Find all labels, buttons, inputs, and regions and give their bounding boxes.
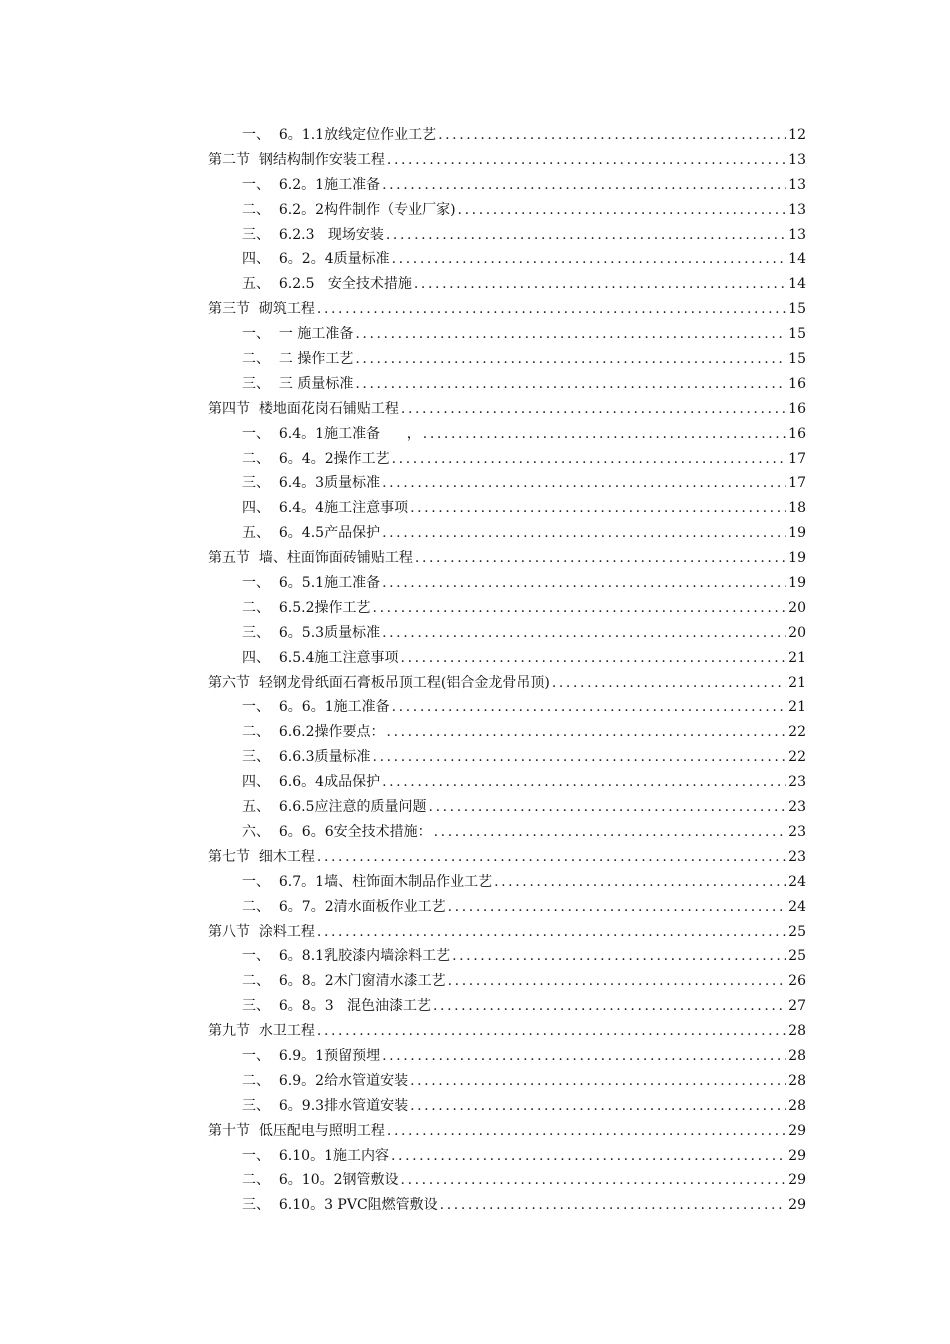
toc-page-number: 15 bbox=[788, 351, 806, 368]
dot-leader bbox=[401, 397, 786, 422]
toc-item-entry[interactable] bbox=[208, 870, 806, 895]
toc-entry-title: 一、 6。5.1施工准备 bbox=[242, 575, 381, 592]
dot-leader bbox=[392, 247, 787, 272]
dot-leader bbox=[317, 297, 786, 322]
dot-leader bbox=[382, 173, 786, 198]
toc-entry-title: 一、 6。8.1乳胶漆内墙涂料工艺 bbox=[242, 948, 451, 965]
toc-item-entry[interactable] bbox=[208, 745, 806, 770]
toc-page-number: 24 bbox=[788, 898, 806, 915]
dot-leader bbox=[391, 1144, 786, 1169]
dot-leader bbox=[382, 471, 786, 496]
dot-leader bbox=[434, 820, 787, 845]
toc-item-entry[interactable] bbox=[208, 372, 806, 397]
toc-entry-title: 六、 6。6。6安全技术措施： bbox=[242, 823, 432, 840]
toc-page-number: 16 bbox=[788, 425, 806, 442]
dot-leader bbox=[433, 994, 786, 1019]
toc-page-number: 14 bbox=[788, 276, 806, 293]
dot-leader bbox=[448, 969, 787, 994]
toc-section-entry[interactable] bbox=[208, 671, 806, 696]
toc-page-number: 18 bbox=[788, 500, 806, 517]
toc-page-number: 17 bbox=[788, 450, 806, 467]
toc-item-entry[interactable] bbox=[208, 795, 806, 820]
dot-leader bbox=[387, 720, 787, 745]
dot-leader bbox=[429, 795, 787, 820]
toc-item-entry[interactable] bbox=[208, 571, 806, 596]
toc-page-number: 22 bbox=[788, 749, 806, 766]
dot-leader bbox=[386, 223, 786, 248]
toc-entry-title: 一、 6.10。1施工内容 bbox=[242, 1147, 389, 1164]
toc-item-entry[interactable] bbox=[208, 720, 806, 745]
toc-item-entry[interactable] bbox=[208, 223, 806, 248]
toc-page-number: 28 bbox=[788, 1047, 806, 1064]
toc-item-entry[interactable] bbox=[208, 596, 806, 621]
toc-page-number: 15 bbox=[788, 326, 806, 343]
toc-entry-title: 三、 6。5.3质量标准 bbox=[242, 624, 381, 641]
toc-item-entry[interactable] bbox=[208, 247, 806, 272]
toc-entry-title: 一、 一 施工准备 bbox=[242, 326, 354, 343]
dot-leader bbox=[382, 571, 786, 596]
dot-leader bbox=[423, 422, 786, 447]
toc-item-entry[interactable] bbox=[208, 1069, 806, 1094]
toc-entry-title: 一、 6.7。1墙、柱饰面木制品作业工艺 bbox=[242, 873, 493, 890]
toc-page-number: 28 bbox=[788, 1023, 806, 1040]
toc-item-entry[interactable] bbox=[208, 646, 806, 671]
toc-section-entry[interactable] bbox=[208, 148, 806, 173]
dot-leader bbox=[392, 447, 787, 472]
toc-entry-title: 一、 6.2。1施工准备 bbox=[242, 176, 381, 193]
toc-item-entry[interactable] bbox=[208, 969, 806, 994]
dot-leader bbox=[414, 272, 786, 297]
toc-entry-title: 第七节 细木工程 bbox=[208, 848, 315, 865]
toc-page-number: 23 bbox=[788, 823, 806, 840]
dot-leader bbox=[373, 745, 787, 770]
toc-page-number: 23 bbox=[788, 799, 806, 816]
dot-leader bbox=[355, 372, 786, 397]
dot-leader bbox=[494, 870, 786, 895]
toc-entry-title: 一、 6.4。1施工准备 ， bbox=[242, 425, 421, 442]
toc-item-entry[interactable] bbox=[208, 123, 806, 148]
toc-item-entry[interactable] bbox=[208, 198, 806, 223]
toc-page-number: 20 bbox=[788, 599, 806, 616]
toc-entry-title: 二、 6.5.2操作工艺 bbox=[242, 599, 371, 616]
toc-page-number: 16 bbox=[788, 400, 806, 417]
toc-entry-title: 二、 6.6.2操作要点： bbox=[242, 724, 385, 741]
toc-item-entry[interactable] bbox=[208, 695, 806, 720]
toc-entry-title: 三、 三 质量标准 bbox=[242, 375, 354, 392]
toc-entry-title: 四、 6。2。4质量标准 bbox=[242, 251, 390, 268]
toc-page-number: 25 bbox=[788, 948, 806, 965]
toc-item-entry[interactable] bbox=[208, 994, 806, 1019]
toc-entry-title: 第五节 墙、柱面饰面砖铺贴工程 bbox=[208, 550, 413, 567]
toc-page-number: 13 bbox=[788, 176, 806, 193]
toc-page-number: 21 bbox=[788, 674, 806, 691]
toc-item-entry[interactable] bbox=[208, 1144, 806, 1169]
toc-entry-title: 四、 6.4。4施工注意事项 bbox=[242, 500, 409, 517]
dot-leader bbox=[373, 596, 787, 621]
toc-page-number: 19 bbox=[788, 575, 806, 592]
toc-entry-title: 五、 6.6.5应注意的质量问题 bbox=[242, 799, 427, 816]
toc-entry-title: 三、 6。9.3排水管道安装 bbox=[242, 1097, 409, 1114]
toc-entry-title: 第十节 低压配电与照明工程 bbox=[208, 1122, 385, 1139]
dot-leader bbox=[452, 944, 786, 969]
toc-section-entry[interactable] bbox=[208, 297, 806, 322]
toc-page-number: 27 bbox=[788, 998, 806, 1015]
toc-item-entry[interactable] bbox=[208, 944, 806, 969]
toc-page-number: 14 bbox=[788, 251, 806, 268]
toc-section-entry[interactable] bbox=[208, 920, 806, 945]
toc-page-number: 13 bbox=[788, 151, 806, 168]
toc-entry-title: 二、 6。7。2清水面板作业工艺 bbox=[242, 898, 446, 915]
toc-entry-title: 二、 6.2。2构件制作（专业厂家) bbox=[242, 201, 456, 218]
toc-page-number: 17 bbox=[788, 475, 806, 492]
dot-leader bbox=[382, 1044, 786, 1069]
dot-leader bbox=[382, 521, 786, 546]
dot-leader bbox=[382, 770, 786, 795]
toc-page-number: 29 bbox=[788, 1197, 806, 1214]
toc-item-entry[interactable] bbox=[208, 347, 806, 372]
toc-item-entry[interactable] bbox=[208, 820, 806, 845]
toc-page-number: 15 bbox=[788, 301, 806, 318]
dot-leader bbox=[317, 1019, 786, 1044]
toc-entry-title: 第九节 水卫工程 bbox=[208, 1023, 315, 1040]
toc-page-number: 19 bbox=[788, 550, 806, 567]
toc-entry-title: 三、 6.6.3质量标准 bbox=[242, 749, 371, 766]
toc-entry-title: 四、 6.6。4成品保护 bbox=[242, 774, 381, 791]
toc-item-entry[interactable] bbox=[208, 895, 806, 920]
dot-leader bbox=[440, 1193, 787, 1218]
dot-leader bbox=[410, 1069, 786, 1094]
toc-entry-title: 一、 6.9。1预留预埋 bbox=[242, 1047, 381, 1064]
toc-entry-title: 第六节 轻钢龙骨纸面石膏板吊顶工程(铝合金龙骨吊顶) bbox=[208, 674, 550, 691]
toc-entry-title: 三、 6.10。3 PVC阻燃管敷设 bbox=[242, 1197, 438, 1214]
toc-page-number: 28 bbox=[788, 1072, 806, 1089]
dot-leader bbox=[382, 621, 786, 646]
toc-page-number: 16 bbox=[788, 375, 806, 392]
toc-page-number: 13 bbox=[788, 226, 806, 243]
toc-entry-title: 第四节 楼地面花岗石铺贴工程 bbox=[208, 400, 399, 417]
toc-entry-title: 四、 6.5.4施工注意事项 bbox=[242, 649, 399, 666]
toc-entry-title: 第三节 砌筑工程 bbox=[208, 301, 315, 318]
toc-entry-title: 二、 6。8。2木门窗清水漆工艺 bbox=[242, 973, 446, 990]
dot-leader bbox=[317, 845, 786, 870]
dot-leader bbox=[410, 1094, 786, 1119]
dot-leader bbox=[438, 123, 786, 148]
toc-page-number: 21 bbox=[788, 649, 806, 666]
toc-item-entry[interactable] bbox=[208, 1044, 806, 1069]
toc-item-entry[interactable] bbox=[208, 770, 806, 795]
toc-item-entry[interactable] bbox=[208, 447, 806, 472]
toc-page-number: 23 bbox=[788, 774, 806, 791]
toc-entry-title: 一、 6。6。1施工准备 bbox=[242, 699, 390, 716]
dot-leader bbox=[355, 322, 786, 347]
toc-page-number: 24 bbox=[788, 873, 806, 890]
toc-page-number: 23 bbox=[788, 848, 806, 865]
toc-page-number: 29 bbox=[788, 1122, 806, 1139]
toc-section-entry[interactable] bbox=[208, 546, 806, 571]
toc-item-entry[interactable] bbox=[208, 1094, 806, 1119]
toc-item-entry[interactable] bbox=[208, 621, 806, 646]
dot-leader bbox=[410, 496, 786, 521]
toc-page-number: 22 bbox=[788, 724, 806, 741]
toc-entry-title: 第八节 涂料工程 bbox=[208, 923, 315, 940]
toc-item-entry[interactable] bbox=[208, 1168, 806, 1193]
toc-entry-title: 五、 6。4.5产品保护 bbox=[242, 525, 381, 542]
toc-entry-title: 二、 6。4。2操作工艺 bbox=[242, 450, 390, 467]
toc-page-number: 20 bbox=[788, 624, 806, 641]
toc-item-entry[interactable] bbox=[208, 496, 806, 521]
toc-section-entry[interactable] bbox=[208, 1019, 806, 1044]
toc-page-number: 25 bbox=[788, 923, 806, 940]
toc-entry-title: 第二节 钢结构制作安装工程 bbox=[208, 151, 385, 168]
toc-section-entry[interactable] bbox=[208, 845, 806, 870]
toc-section-entry[interactable] bbox=[208, 1119, 806, 1144]
dot-leader bbox=[552, 671, 786, 696]
toc-item-entry[interactable] bbox=[208, 322, 806, 347]
toc-entry-title: 三、 6。8。3 混色油漆工艺 bbox=[242, 998, 431, 1015]
toc-entry-title: 二、 6。10。2钢管敷设 bbox=[242, 1172, 399, 1189]
toc-entry-title: 三、 6.4。3质量标准 bbox=[242, 475, 381, 492]
toc-item-entry[interactable] bbox=[208, 422, 806, 447]
toc-page-number: 28 bbox=[788, 1097, 806, 1114]
dot-leader bbox=[387, 148, 786, 173]
toc-page-number: 13 bbox=[788, 201, 806, 218]
toc-entry-title: 一、 6。1.1放线定位作业工艺 bbox=[242, 127, 437, 143]
dot-leader bbox=[317, 920, 786, 945]
toc-item-entry[interactable] bbox=[208, 173, 806, 198]
dot-leader bbox=[401, 646, 787, 671]
toc-entry-title: 五、 6.2.5 安全技术措施 bbox=[242, 276, 412, 293]
dot-leader bbox=[401, 1168, 787, 1193]
toc-section-entry[interactable] bbox=[208, 397, 806, 422]
toc-page-number: 29 bbox=[788, 1172, 806, 1189]
toc-page-number: 21 bbox=[788, 699, 806, 716]
toc-item-entry[interactable] bbox=[208, 471, 806, 496]
dot-leader bbox=[415, 546, 786, 571]
toc-item-entry[interactable] bbox=[208, 1193, 806, 1218]
dot-leader bbox=[392, 695, 787, 720]
dot-leader bbox=[355, 347, 786, 372]
toc-page-number: 26 bbox=[788, 973, 806, 990]
dot-leader bbox=[387, 1119, 786, 1144]
toc-entry-title: 二、 二 操作工艺 bbox=[242, 351, 354, 368]
toc-page-number: 29 bbox=[788, 1147, 806, 1164]
toc-entry-title: 二、 6.9。2给水管道安装 bbox=[242, 1072, 409, 1089]
table-of-contents bbox=[208, 123, 806, 1218]
dot-leader bbox=[448, 895, 787, 920]
toc-page-number: 19 bbox=[788, 525, 806, 542]
toc-item-entry[interactable] bbox=[208, 272, 806, 297]
dot-leader bbox=[458, 198, 787, 223]
toc-entry-title: 三、 6.2.3 现场安装 bbox=[242, 226, 384, 243]
toc-page-number: 12 bbox=[788, 127, 806, 143]
toc-item-entry[interactable] bbox=[208, 521, 806, 546]
